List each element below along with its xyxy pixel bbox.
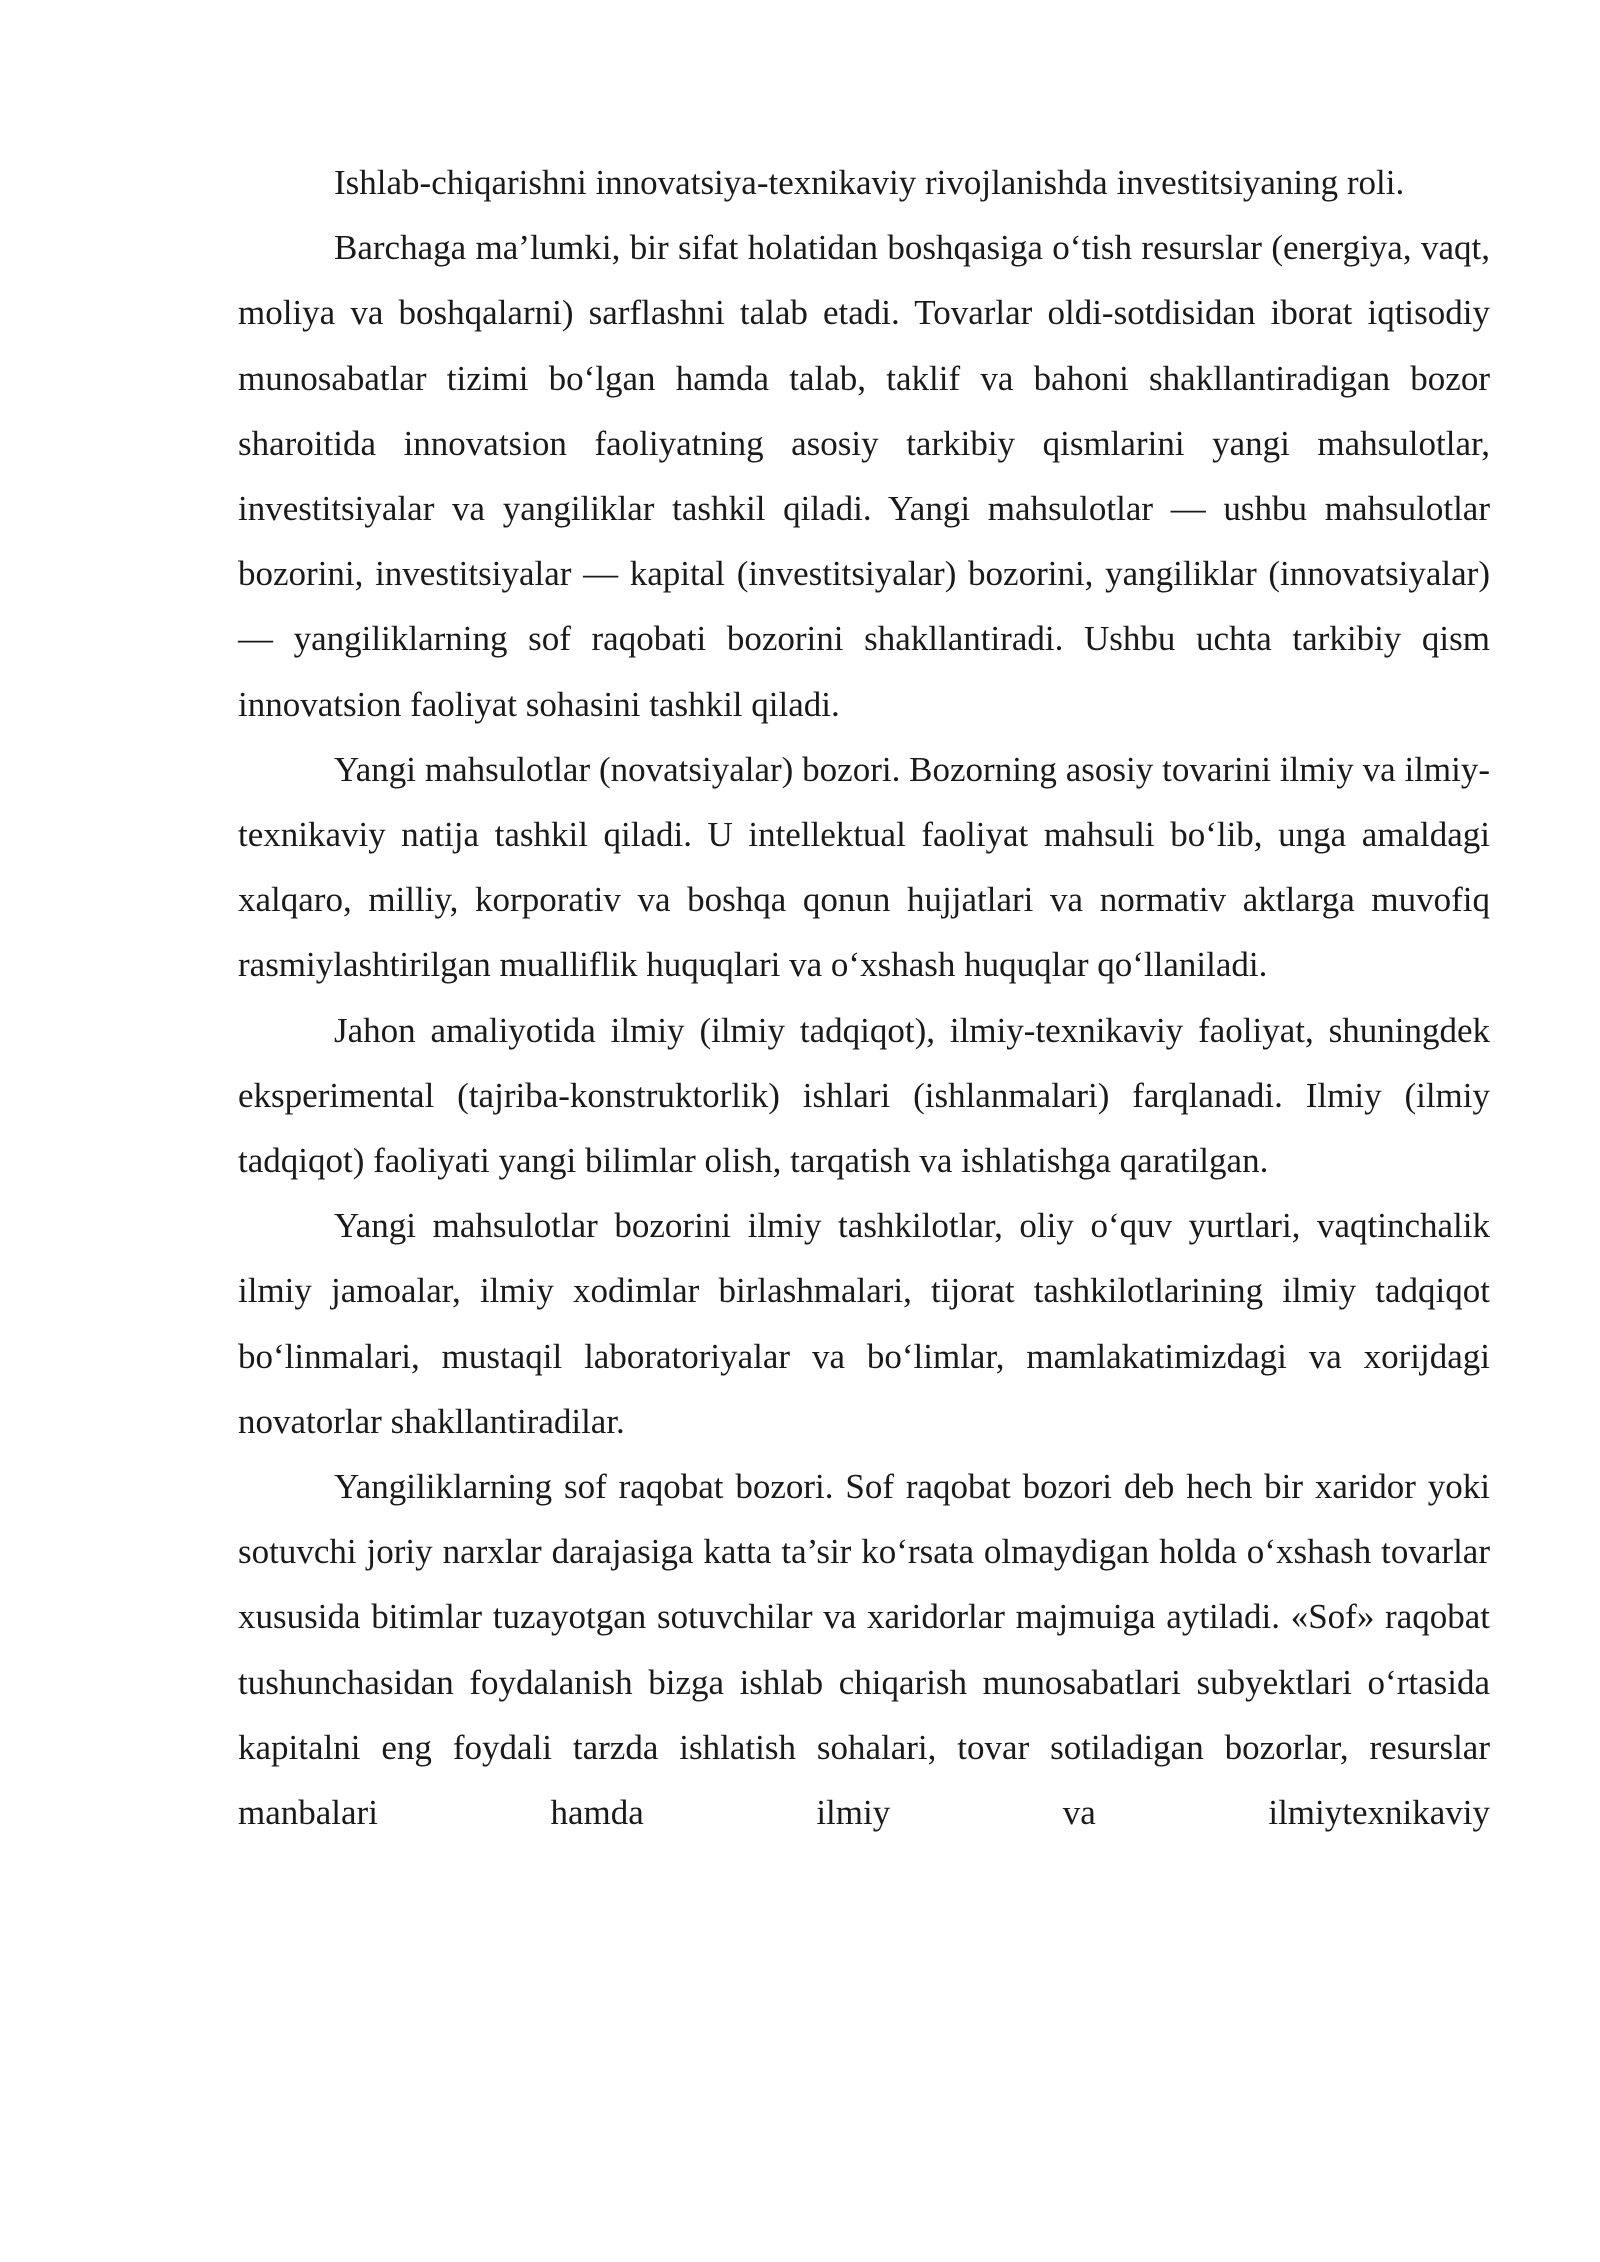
- paragraph-scientific-activity: Jahon amaliyotida ilmiy (ilmiy tadqiqot), ilmiy-texnikaviy faoliyat, shuningdek eksperimental (tajriba-konstruktorlik) ishlari (ishlanmalari) farqlanadi. Ilmiy (ilmiy tadqiqot) faoliyati yangi bilimlar olish, tarqatish va ishlatishga qaratilgan.: [238, 1010, 1490, 1181]
- document-body: [238, 150, 1490, 1845]
- paragraph-new-products-market: Yangi mahsulotlar (novatsiyalar) bozori. Bozorning asosiy tovarini ilmiy va ilmiy-texnikaviy natija tashkil qiladi. U intellektual faoliyat mahsuli bo‘lib, unga amaldagi xalqaro, milliy, korporativ va boshqa qonun hujjatlari va normativ aktlarga muvofiq rasmiylashtirilgan mualliflik huquqlari va o‘xshash huquqlar qo‘llaniladi.: [238, 749, 1490, 985]
- paragraph-innovation-components: Barchaga ma’lumki, bir sifat holatidan boshqasiga o‘tish resurslar (energiya, vaqt, moliya va boshqalarni) sarflashni talab etadi. Tovarlar oldi-sotdisidan iborat iqtisodiy munosabatlar tizimi bo‘lgan hamda talab, taklif va bahoni shakllantiradigan bozor sharoitida innovatsion faoliyatning asosiy tarkibiy qismlarini yangi mahsulotlar, investitsiyalar va yangiliklar tashkil qiladi. Yangi mahsulotlar — ushbu mahsulotlar bozorini, investitsiyalar — kapital (investitsiyalar) bozorini, yangiliklar (innovatsiyalar) — yangiliklarning sof raqobati bozorini shakllantiradi. Ushbu uchta tarkibiy qism innovatsion faoliyat sohasini tashkil qiladi.: [238, 228, 1490, 724]
- paragraph-pure-competition-market: Yangiliklarning sof raqobat bozori. Sof raqobat bozori deb hech bir xaridor yoki sotuvchi joriy narxlar darajasiga katta ta’sir ko‘rsata olmaydigan holda o‘xshash tovarlar xususida bitimlar tuzayotgan sotuvchilar va xaridorlar majmuiga aytiladi. «Sof» raqobat tushunchasidan foydalanish bizga ishlab chiqarish munosabatlari subyektlari o‘rtasida kapitalni eng foydali tarzda ishlatish sohalari, tovar sotiladigan bozorlar, resurslar manbalari hamda ilmiy va ilmiytexnikaviy: [238, 1467, 1490, 1833]
- paragraph-heading-investment-role: Ishlab-chiqarishni innovatsiya-texnikaviy rivojlanishda investitsiyaning roli.: [334, 163, 1405, 202]
- paragraph-market-participants: Yangi mahsulotlar bozorini ilmiy tashkilotlar, oliy o‘quv yurtlari, vaqtinchalik ilmiy jamoalar, ilmiy xodimlar birlashmalari, tijorat tashkilotlarining ilmiy tadqiqot bo‘linmalari, mustaqil laboratoriyalar va bo‘limlar, mamlakatimizdagi va xorijdagi novatorlar shakllantiradilar.: [238, 1206, 1490, 1441]
